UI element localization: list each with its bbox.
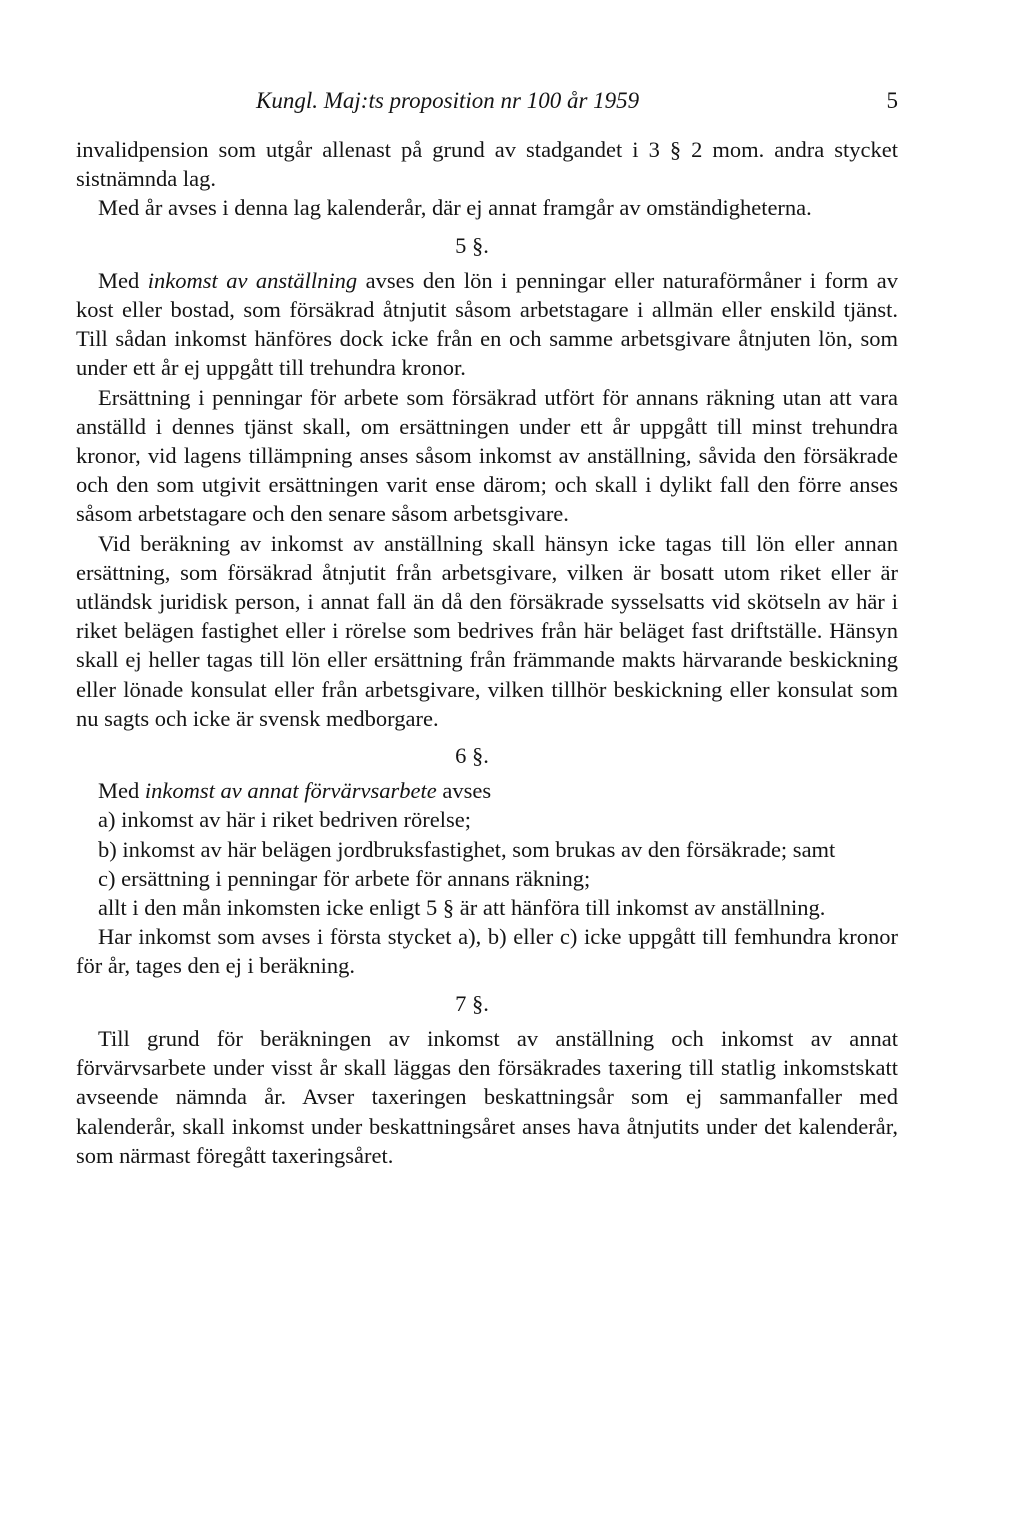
section-heading-7: 7 §.: [455, 990, 489, 1016]
paragraph-invalidpension: invalidpension som utgår allenast på grund av stadgandet i 3 § 2 mom. andra stycket sistnämnda lag.: [76, 137, 898, 192]
page-number: 5: [886, 88, 898, 113]
text-fragment: Med: [98, 267, 148, 293]
document-body: [76, 135, 898, 1170]
defined-term: inkomst av annat förvärvsarbete: [144, 778, 437, 804]
paragraph-vid-berakning: Vid beräkning av inkomst av anställning skall hänsyn icke tagas till lön eller annan ersättning, som försäkrad åtnjutit från arbetsgivare, vilken är bosatt utom riket eller är utländsk juridisk person, i annat fall än då den försäkrade sysselsatts vid skötseln av här i riket belägen fastighet eller i rörelse som bedrives från här beläget fast driftställe. Hänsyn skall ej heller tagas till lön eller ersättning från främmande makts härvarande beskickning eller lönade konsulat eller från arbetsgivare, vilken tillhör beskickning eller konsulat som nu sagts och icke är svensk medborgare.: [76, 530, 898, 731]
text-fragment: Med: [98, 778, 145, 804]
text-fragment: avses den lön i penningar eller naturaförmåner i form av kost eller bostad, som försäkrad åtnjutit såsom arbetstagare i allmän eller enskild tjänst. Till sådan inkomst hänföres dock icke från en och samme arbetsgivare åtnjuten lön, som under ett år ej uppgått till trehundra kronor.: [76, 267, 898, 381]
list-item-a: a) inkomst av här i riket bedriven rörelse;: [98, 807, 471, 833]
header-title: Kungl. Maj:ts proposition nr 100 år 1959: [256, 88, 640, 113]
list-item-b: b) inkomst av här belägen jordbruksfastighet, som brukas av den försäkrade; samt: [98, 836, 836, 862]
paragraph-allt-i-den-man: allt i den mån inkomsten icke enligt 5 § är att hänföra till inkomst av anställning.: [98, 895, 826, 921]
paragraph-femhundra-kronor: Har inkomst som avses i första stycket a), b) eller c) icke uppgått till femhundra kronor för år, tages den ej i beräkning.: [76, 924, 898, 979]
section-heading-6: 6 §.: [455, 743, 489, 769]
defined-term: inkomst av anställning: [147, 267, 358, 293]
section-heading-5: 5 §.: [455, 232, 489, 258]
document-page: [76, 0, 898, 1515]
list-item-c: c) ersättning i penningar för arbete för annans räkning;: [98, 865, 591, 891]
paragraph-inkomst-av-anstallning: [76, 266, 898, 383]
paragraph-ersattning: Ersättning i penningar för arbete som försäkrad utfört för annans räkning utan att vara anställd i dennes tjänst skall, om ersättningen under ett år uppgått till minst trehundra kronor, vid lagens tillämpning anses såsom inkomst av anställning, såvida den försäkrade och den som utgivit ersättningen varit ense därom; och skall i dylikt fall den förre anses såsom arbetstagare och den senare såsom arbetsgivare.: [76, 384, 898, 527]
paragraph-grund-for-berakningen: Till grund för beräkningen av inkomst av anställning och inkomst av annat förvärvsarbete under visst år skall läggas den försäkrades taxering till statlig inkomstskatt avseende nämnda år. Avser taxeringen beskattningsår som ej sammanfaller med kalenderår, skall inkomst under beskattningsåret anses hava åtnjutits under det kalenderår, som närmast föregått taxeringsåret.: [76, 1025, 898, 1168]
text-fragment: avses: [436, 778, 492, 804]
paragraph-annat-forvarvsarbete: [76, 776, 898, 805]
running-header: [76, 86, 898, 120]
paragraph-ar-definition: Med år avses i denna lag kalenderår, där ej annat framgår av omständigheterna.: [98, 195, 812, 221]
